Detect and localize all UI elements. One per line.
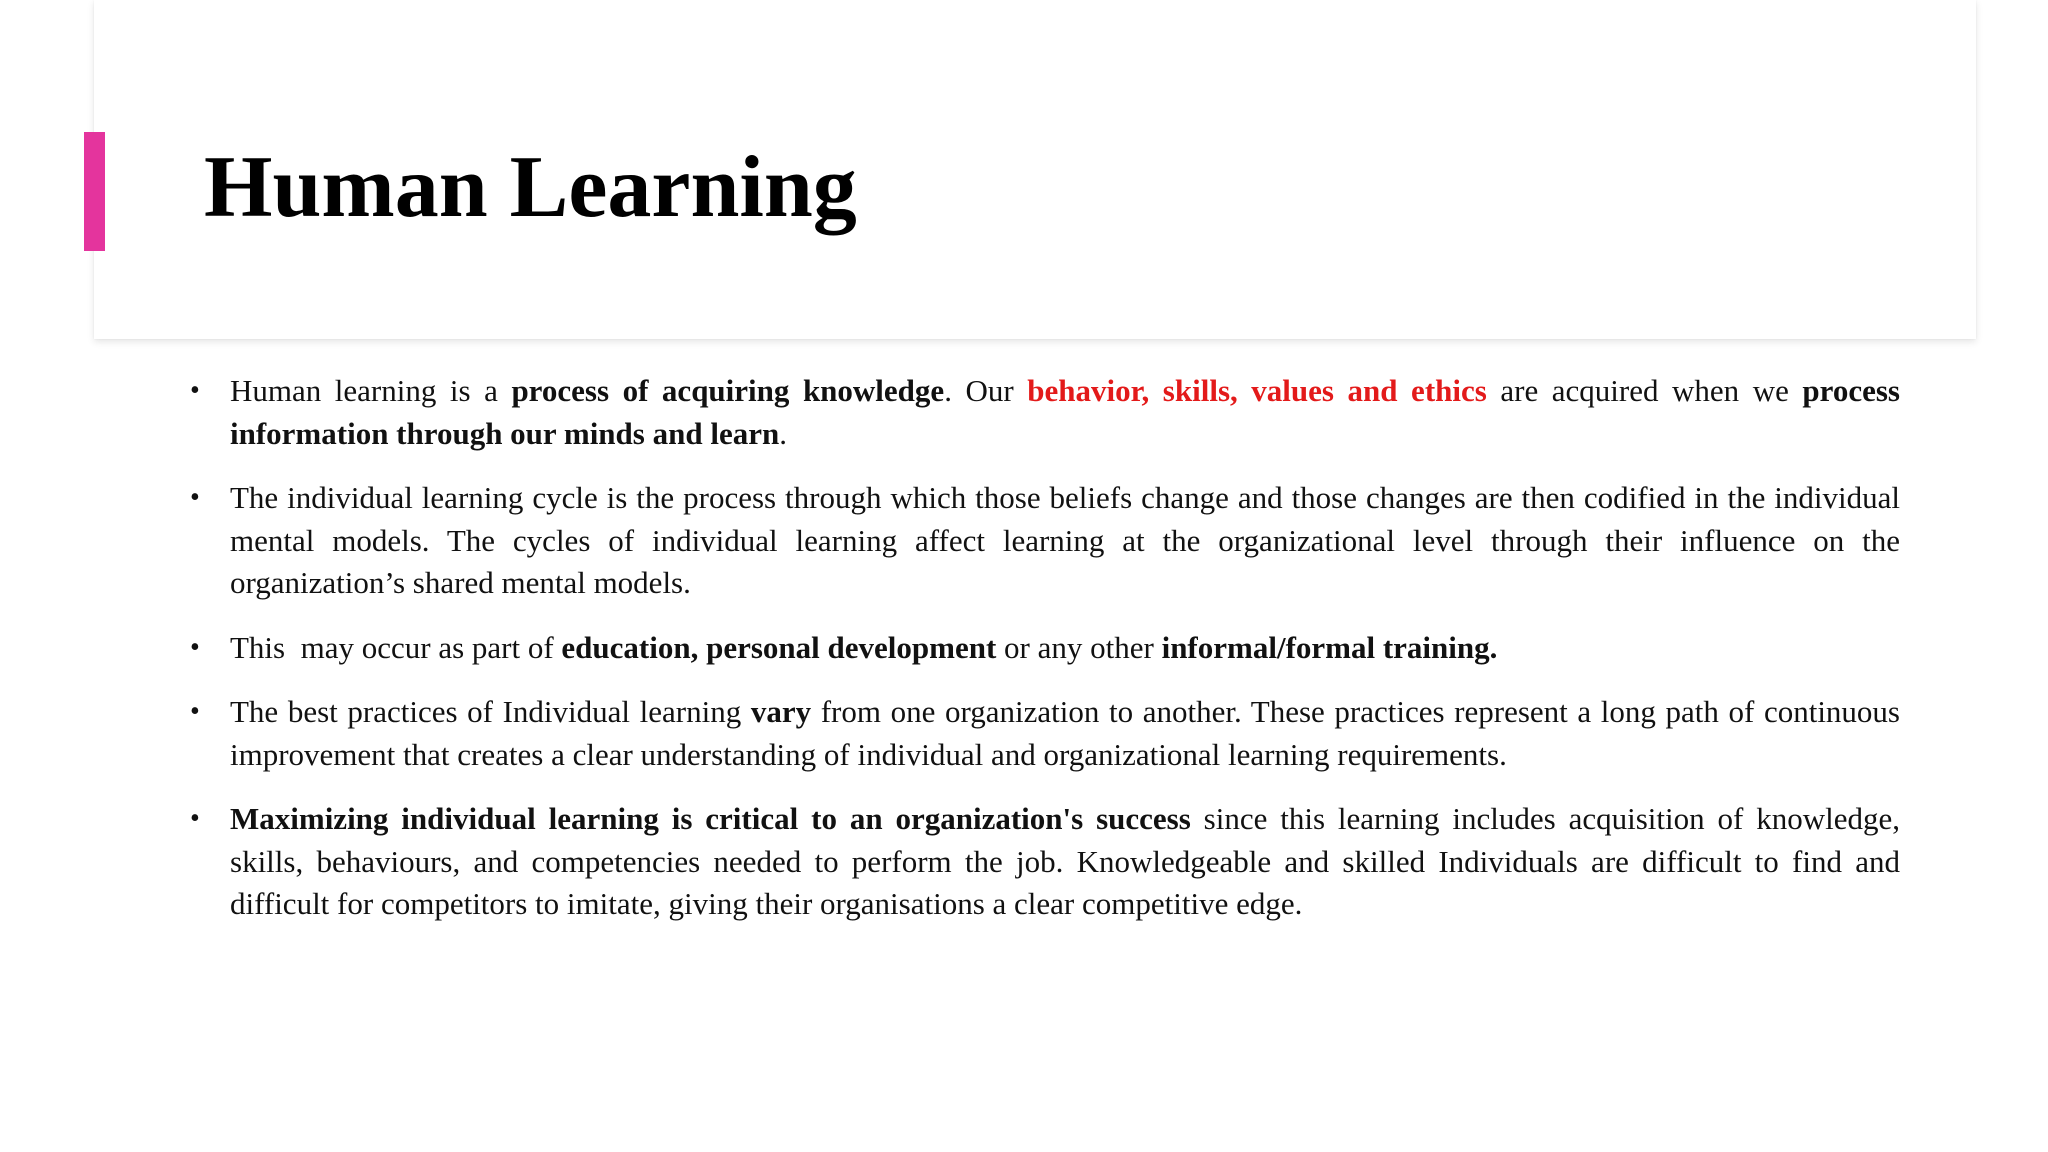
bullet-marker: • xyxy=(190,482,200,513)
bullet-text-segment: The best practices of Individual learning xyxy=(230,694,751,729)
bullet-text-segment: . xyxy=(779,415,787,451)
bullet-text-segment: . Our xyxy=(944,373,1028,408)
bullet-text-bold: Maximizing individual learning is critical to an organization's success xyxy=(230,801,1191,836)
bullet-text-segment: or any other xyxy=(996,629,1162,665)
bullet-text-bold: informal/formal training. xyxy=(1161,629,1498,665)
bullet-item-2 xyxy=(188,477,1900,605)
bullet-text-segment: from one organization to another. These practices represent a long path of continuous improvement that creates a clear understanding of individual and organizational learning requirements. xyxy=(230,694,1900,772)
bullet-marker: • xyxy=(190,696,200,727)
bullet-text-bold: vary xyxy=(750,694,812,729)
bullet-text-bold: process information through our minds and learn xyxy=(230,373,1900,451)
slide-title: Human Learning xyxy=(204,139,857,236)
bullet-text-bold: education, personal development xyxy=(561,629,997,665)
bullet-text-bold: process of acquiring knowledge xyxy=(511,373,945,408)
bullet-marker: • xyxy=(190,631,200,663)
bullet-text-segment: are acquired when we xyxy=(1486,373,1803,408)
bullet-text-segment: since this learning includes acquisition of knowledge, skills, behaviours, and competencies needed to perform the job. Knowledgeable and skilled Individuals are difficult to find and difficult for competitors to imitate, giving their organisations a clear competitive edge. xyxy=(230,801,1900,921)
bullet-item-4 xyxy=(188,691,1900,776)
bullet-marker: • xyxy=(190,803,200,834)
bullet-list xyxy=(188,370,1900,948)
bullet-text-segment: Human learning is a xyxy=(230,373,512,408)
title-accent-bar xyxy=(84,132,105,251)
bullet-item-1 xyxy=(188,370,1900,455)
bullet-text-segment: This may occur as part of xyxy=(230,629,562,665)
slide-left-margin xyxy=(0,0,94,1152)
bullet-marker: • xyxy=(190,375,200,406)
bullet-text-highlight: behavior, skills, values and ethics xyxy=(1027,373,1487,408)
bullet-text-segment: The individual learning cycle is the process through which those beliefs change and those changes are then codified in the individual mental models. The cycles of individual learning affect learning at the organizational level through their influence on the organization’s shared mental models. xyxy=(230,480,1900,600)
bullet-item-3 xyxy=(188,627,1900,670)
bullet-item-5 xyxy=(188,798,1900,926)
